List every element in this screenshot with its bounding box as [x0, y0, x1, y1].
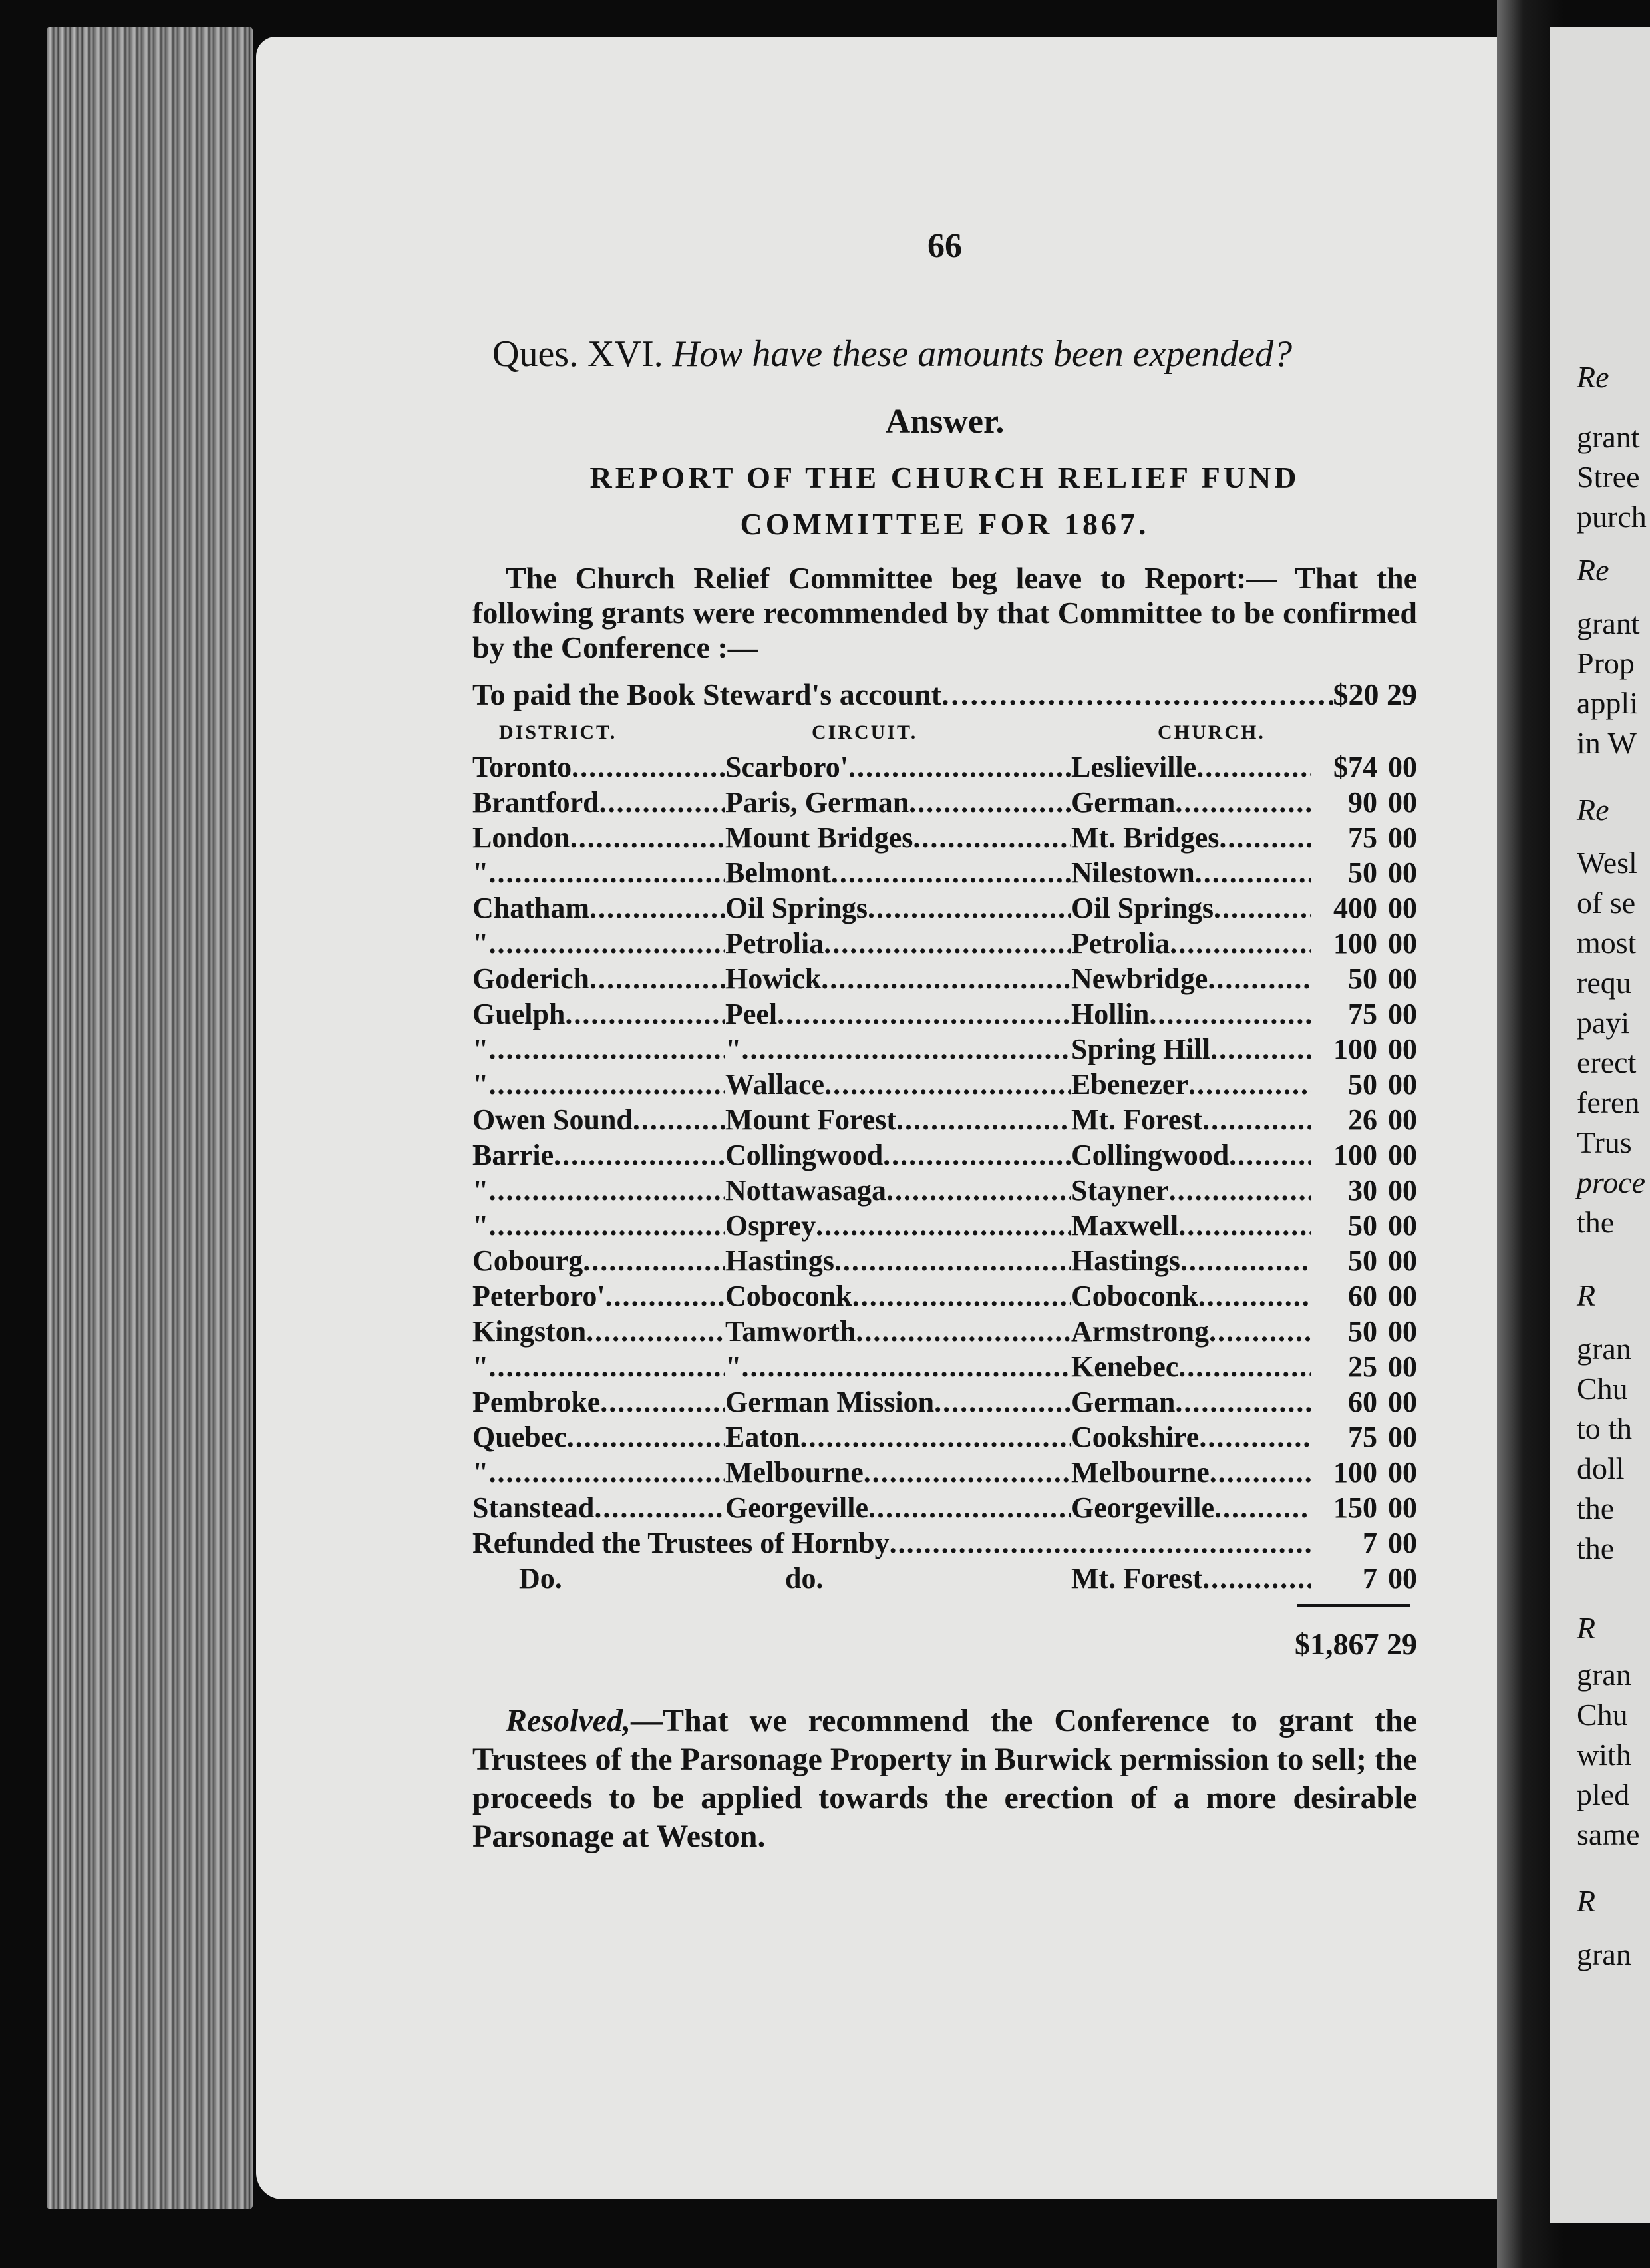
church-cell-text: Mt. Forest: [1071, 1103, 1203, 1136]
district-cell-text: ": [472, 1033, 489, 1065]
next-page-text-fragment: to th: [1577, 1412, 1633, 1445]
circuit-cell-text: Melbourne: [725, 1456, 864, 1489]
next-page-text-fragment: Chu: [1577, 1372, 1628, 1406]
district-cell: [472, 1067, 725, 1102]
next-page-text-fragment: most: [1577, 926, 1637, 960]
amount-cents: 00: [1388, 1244, 1417, 1277]
circuit-cell-text: Howick: [725, 962, 822, 995]
district-cell-text: ": [472, 1068, 489, 1101]
circuit-cell-text: Mount Bridges: [725, 821, 913, 854]
next-page-text-fragment: purch: [1577, 500, 1647, 534]
circuit-cell-text: Nottawasaga: [725, 1174, 886, 1207]
district-cell-text: Barrie: [472, 1139, 554, 1171]
amount-dollars: 30: [1348, 1174, 1377, 1207]
amount-cents: 00: [1388, 1527, 1417, 1559]
next-page-text-fragment: R: [1577, 1278, 1596, 1312]
church-cell: [1071, 1455, 1311, 1490]
grant-row: [472, 785, 1417, 820]
next-page-text-fragment: with: [1577, 1738, 1631, 1772]
amount-cents: 00: [1388, 1033, 1417, 1065]
circuit-cell: [725, 1032, 1071, 1067]
church-cell: [1071, 926, 1311, 961]
grants-table: [472, 719, 1417, 1596]
district-cell: [472, 1490, 725, 1525]
amount-cents: 00: [1388, 1280, 1417, 1312]
circuit-cell-text: Hastings: [725, 1244, 834, 1277]
church-cell-text: Kenebec: [1071, 1350, 1179, 1383]
amount-cents: 00: [1388, 998, 1417, 1030]
resolution-label: Resolved,: [506, 1703, 631, 1738]
district-cell-text: Stanstead: [472, 1491, 595, 1524]
leader-dots: [941, 677, 1333, 712]
amount-dollars: 75: [1348, 821, 1377, 854]
grant-row: [472, 1419, 1417, 1455]
church-cell-text: Petrolia: [1071, 927, 1170, 960]
church-cell-text: Nilestown: [1071, 856, 1195, 889]
next-page-text-fragment: proce: [1577, 1165, 1646, 1199]
district-cell: [472, 1208, 725, 1243]
grant-row: [472, 890, 1417, 926]
circuit-cell: [725, 1243, 1071, 1278]
circuit-cell-text: Belmont: [725, 856, 831, 889]
amount-cents: 00: [1388, 962, 1417, 995]
grant-row: [472, 996, 1417, 1032]
church-cell: [1071, 1243, 1311, 1278]
district-cell: [472, 1102, 725, 1137]
circuit-cell: [725, 926, 1071, 961]
grants-table-header: [472, 719, 1417, 749]
resolution-text: —That we recommend the Conference to grant the Trustees of the Parsonage Property in Burwick permission to sell; the proceeds to be applied towards the erection of a more desirable Parsonage at Weston.: [472, 1703, 1417, 1854]
district-cell-text: Kingston: [472, 1315, 587, 1348]
circuit-cell: [725, 890, 1071, 926]
report-title-line1: REPORT OF THE CHURCH RELIEF FUND: [589, 461, 1300, 494]
church-cell-text: Leslieville: [1071, 751, 1197, 783]
next-page-text-fragment: Re: [1577, 553, 1609, 587]
amount-cell: [1311, 1243, 1417, 1278]
amount-dollars: 50: [1348, 1068, 1377, 1101]
amount-dollars: 50: [1348, 1244, 1377, 1277]
district-cell-text: Brantford: [472, 786, 599, 819]
grant-row: [472, 961, 1417, 996]
amount-cell: [1311, 1067, 1417, 1102]
amount-dollars: 100: [1333, 927, 1377, 960]
circuit-cell-text: Collingwood: [725, 1139, 884, 1171]
district-cell: [472, 785, 725, 820]
next-page-text-fragment: payi: [1577, 1006, 1630, 1040]
church-cell-text: Georgeville: [1071, 1491, 1215, 1524]
amount-dollars: 50: [1348, 1209, 1377, 1242]
amount-dollars: 60: [1348, 1280, 1377, 1312]
district-cell: [472, 855, 725, 890]
next-page-text-fragment: requ: [1577, 966, 1631, 1000]
next-page-text-fragment: R: [1577, 1611, 1596, 1645]
next-page-text-fragment: Prop: [1577, 646, 1635, 680]
circuit-cell: [725, 1102, 1071, 1137]
church-cell: [1071, 785, 1311, 820]
next-page-text-fragment: pled: [1577, 1778, 1630, 1811]
grant-row: [472, 1490, 1417, 1525]
page-number: 66: [927, 227, 962, 265]
amount-cell: [1311, 785, 1417, 820]
amount-cents: 00: [1388, 1491, 1417, 1524]
column-header-church: CHURCH.: [1158, 721, 1265, 743]
next-page-text-fragment: erect: [1577, 1045, 1637, 1079]
church-cell-text: German: [1071, 786, 1176, 819]
circuit-cell-text: do.: [785, 1562, 824, 1595]
amount-cents: 00: [1388, 856, 1417, 889]
church-cell: [1071, 1561, 1311, 1596]
district-cell: [472, 996, 725, 1032]
amount-dollars: 50: [1348, 856, 1377, 889]
circuit-cell-text: Peel: [725, 998, 778, 1030]
circuit-cell-text: Petrolia: [725, 927, 824, 960]
question-label: Ques. XVI.: [492, 333, 663, 375]
district-cell: [472, 1419, 725, 1455]
circuit-cell-text: Wallace: [725, 1068, 825, 1101]
circuit-cell: [725, 1561, 1071, 1596]
circuit-cell-text: Georgeville: [725, 1491, 869, 1524]
report-intro: The Church Relief Committee beg leave to Report:— That the following grants were recommended by that Committee to be confirmed by the Conference :—: [472, 561, 1417, 664]
district-cell: [472, 1349, 725, 1384]
circuit-cell: [725, 749, 1071, 785]
amount-cents: 00: [1388, 1103, 1417, 1136]
district-cell-text: Owen Sound: [472, 1103, 633, 1136]
district-cell: [472, 749, 725, 785]
book-steward-label: To paid the Book Steward's account: [472, 677, 942, 711]
amount-dollars: 100: [1333, 1139, 1377, 1171]
total-rule: [1297, 1604, 1410, 1606]
district-cell-text: Guelph: [472, 998, 566, 1030]
next-page-text-fragment: Re: [1577, 360, 1609, 394]
amount-dollars: 75: [1348, 1421, 1377, 1453]
circuit-cell: [725, 1314, 1071, 1349]
grant-row: [472, 1384, 1417, 1419]
grant-row: [472, 1314, 1417, 1349]
church-cell: [1071, 890, 1311, 926]
district-cell: [472, 1314, 725, 1349]
question-heading: [492, 333, 1417, 375]
church-cell: [1071, 1067, 1311, 1102]
next-page-fragment: [1550, 27, 1650, 2223]
amount-cents: 00: [1388, 892, 1417, 924]
amount-dollars: 50: [1348, 1315, 1377, 1348]
column-header-circuit: CIRCUIT.: [812, 721, 918, 743]
refund-label: Refunded the Trustees of Hornby: [472, 1527, 890, 1559]
district-cell-text: Chatham: [472, 892, 590, 924]
next-page-text-fragment: doll: [1577, 1451, 1625, 1485]
next-page-text-fragment: R: [1577, 1884, 1596, 1918]
grant-row: [472, 1278, 1417, 1314]
district-cell-text: ": [472, 927, 489, 960]
district-cell-text: Toronto: [472, 751, 572, 783]
church-cell-text: Mt. Bridges: [1071, 821, 1220, 854]
amount-dollars: 7: [1363, 1527, 1377, 1559]
amount-cents: 00: [1388, 1209, 1417, 1242]
circuit-cell: [725, 820, 1071, 855]
circuit-cell-text: Oil Springs: [725, 892, 868, 924]
district-cell: [472, 961, 725, 996]
amount-dollars: 60: [1348, 1386, 1377, 1418]
district-cell: [472, 1278, 725, 1314]
amount-cell: [1311, 1525, 1417, 1561]
church-cell-text: Cookshire: [1071, 1421, 1200, 1453]
district-cell-text: ": [472, 1456, 489, 1489]
district-cell: [472, 1243, 725, 1278]
amount-cell: [1311, 749, 1417, 785]
church-cell-text: Hollin: [1071, 998, 1150, 1030]
amount-cell: [1311, 1561, 1417, 1596]
next-page-text-fragment: the: [1577, 1491, 1615, 1525]
district-cell-text: London: [472, 821, 570, 854]
amount-dollars: 150: [1333, 1491, 1377, 1524]
church-cell-text: Collingwood: [1071, 1139, 1230, 1171]
question-text: How have these amounts been expended?: [672, 333, 1293, 375]
circuit-cell: [725, 1173, 1071, 1208]
amount-cell: [1311, 1208, 1417, 1243]
amount-cell: [1311, 1419, 1417, 1455]
district-cell: [472, 890, 725, 926]
amount-cents: 00: [1388, 821, 1417, 854]
next-page-text-fragment: gran: [1577, 1658, 1631, 1692]
district-cell: [472, 1561, 725, 1596]
amount-cell: [1311, 1490, 1417, 1525]
amount-dollars: 100: [1333, 1456, 1377, 1489]
answer-heading: Answer.: [885, 403, 1005, 441]
grants-table-body: [472, 749, 1417, 1596]
church-cell-text: Maxwell: [1071, 1209, 1179, 1242]
church-cell-text: Armstrong: [1071, 1315, 1209, 1348]
district-cell-text: Goderich: [472, 962, 589, 995]
refund-label-cell: [472, 1525, 1311, 1561]
district-cell-text: ": [472, 1174, 489, 1207]
amount-cell: [1311, 1137, 1417, 1173]
district-cell: [472, 1455, 725, 1490]
grant-row: [472, 1455, 1417, 1490]
next-page-text-fragment: Stree: [1577, 460, 1640, 494]
next-page-text-fragment: in W: [1577, 726, 1637, 760]
next-page-text-fragment: Wesl: [1577, 846, 1637, 880]
grant-row: [472, 855, 1417, 890]
amount-cell: [1311, 1384, 1417, 1419]
next-page-text-fragment: the: [1577, 1205, 1615, 1239]
circuit-cell: [725, 785, 1071, 820]
circuit-cell-text: Mount Forest: [725, 1103, 897, 1136]
amount-cell: [1311, 1314, 1417, 1349]
refund-row: [472, 1561, 1417, 1596]
circuit-cell-text: German Mission: [725, 1386, 935, 1418]
circuit-cell: [725, 1137, 1071, 1173]
church-cell-text: Spring Hill: [1071, 1033, 1211, 1065]
circuit-cell-text: Scarboro': [725, 751, 848, 783]
amount-cents: 00: [1388, 927, 1417, 960]
grant-row: [472, 926, 1417, 961]
amount-dollars: 7: [1363, 1562, 1377, 1595]
amount-cell: [1311, 855, 1417, 890]
church-cell: [1071, 1419, 1311, 1455]
circuit-cell: [725, 961, 1071, 996]
grand-total: $1,867 29: [1295, 1627, 1417, 1661]
district-cell: [472, 926, 725, 961]
circuit-cell: [725, 1278, 1071, 1314]
amount-dollars: 90: [1348, 786, 1377, 819]
circuit-cell-text: Coboconk: [725, 1280, 852, 1312]
circuit-cell: [725, 1419, 1071, 1455]
grant-row: [472, 1243, 1417, 1278]
amount-cell: [1311, 1349, 1417, 1384]
church-cell: [1071, 855, 1311, 890]
amount-dollars: 400: [1333, 892, 1377, 924]
amount-cell: [1311, 820, 1417, 855]
church-cell: [1071, 1208, 1311, 1243]
circuit-cell: [725, 855, 1071, 890]
report-title-line2: COMMITTEE FOR 1867.: [740, 507, 1150, 541]
church-cell-text: Hastings: [1071, 1244, 1180, 1277]
next-page-text-fragment: gran: [1577, 1332, 1631, 1366]
column-header-district: DISTRICT.: [499, 721, 617, 743]
district-cell-text: ": [472, 1209, 489, 1242]
next-page-text-fragment: feren: [1577, 1085, 1640, 1119]
church-cell: [1071, 1278, 1311, 1314]
amount-cell: [1311, 1278, 1417, 1314]
next-page-text-fragment: Re: [1577, 793, 1609, 827]
amount-cents: 00: [1388, 1386, 1417, 1418]
amount-cell: [1311, 926, 1417, 961]
grant-row: [472, 1137, 1417, 1173]
church-cell-text: Mt. Forest: [1071, 1562, 1203, 1595]
circuit-cell: [725, 1208, 1071, 1243]
district-cell-text: Pembroke: [472, 1386, 601, 1418]
church-cell-text: Coboconk: [1071, 1280, 1198, 1312]
church-cell-text: German: [1071, 1386, 1176, 1418]
amount-dollars: 25: [1348, 1350, 1377, 1383]
church-cell: [1071, 749, 1311, 785]
grant-row: [472, 820, 1417, 855]
district-cell-text: Do.: [519, 1562, 562, 1595]
grant-row: [472, 1067, 1417, 1102]
church-cell: [1071, 1349, 1311, 1384]
district-cell: [472, 1384, 725, 1419]
grant-row: [472, 1102, 1417, 1137]
church-cell: [1071, 1490, 1311, 1525]
book-steward-line: [472, 677, 1417, 712]
amount-cents: 00: [1388, 1562, 1417, 1595]
next-page-text-fragment: Chu: [1577, 1698, 1628, 1732]
church-cell-text: Oil Springs: [1071, 892, 1214, 924]
amount-cents: 00: [1388, 1421, 1417, 1453]
next-page-text-fragment: grant: [1577, 420, 1640, 454]
book-page-edges: [47, 27, 253, 2209]
grant-row: [472, 1208, 1417, 1243]
next-page-text-fragment: appli: [1577, 686, 1638, 720]
district-cell: [472, 1137, 725, 1173]
church-cell: [1071, 1137, 1311, 1173]
grant-row: [472, 1349, 1417, 1384]
district-cell: [472, 1032, 725, 1067]
church-cell: [1071, 820, 1311, 855]
amount-dollars: 75: [1348, 998, 1377, 1030]
circuit-cell: [725, 1067, 1071, 1102]
amount-dollars: $74: [1333, 751, 1377, 783]
circuit-cell-text: ": [725, 1033, 742, 1065]
church-cell-text: Melbourne: [1071, 1456, 1210, 1489]
next-page-text-fragment: of se: [1577, 886, 1636, 920]
district-cell: [472, 820, 725, 855]
book-steward-amount: $20 29: [1333, 677, 1417, 711]
next-page-text-fragment: gran: [1577, 1937, 1631, 1971]
church-cell: [1071, 1032, 1311, 1067]
grant-row: [472, 1173, 1417, 1208]
amount-cell: [1311, 1455, 1417, 1490]
church-cell: [1071, 961, 1311, 996]
district-cell-text: Peterboro': [472, 1280, 605, 1312]
next-page-text-fragment: same: [1577, 1817, 1640, 1851]
circuit-cell-text: ": [725, 1350, 742, 1383]
church-cell: [1071, 996, 1311, 1032]
amount-cents: 00: [1388, 1456, 1417, 1489]
church-cell: [1071, 1102, 1311, 1137]
circuit-cell: [725, 1490, 1071, 1525]
district-cell-text: Quebec: [472, 1421, 567, 1453]
church-cell: [1071, 1384, 1311, 1419]
amount-cents: 00: [1388, 786, 1417, 819]
refund-row: [472, 1525, 1417, 1561]
amount-dollars: 100: [1333, 1033, 1377, 1065]
amount-cell: [1311, 1102, 1417, 1137]
church-cell: [1071, 1314, 1311, 1349]
amount-cents: 00: [1388, 1315, 1417, 1348]
next-page-text-fragment: Trus: [1577, 1125, 1632, 1159]
amount-cell: [1311, 996, 1417, 1032]
next-page-text-fragment: grant: [1577, 606, 1640, 640]
next-page-text-fragment: the: [1577, 1531, 1615, 1565]
circuit-cell-text: Osprey: [725, 1209, 816, 1242]
circuit-cell: [725, 996, 1071, 1032]
grant-row: [472, 1032, 1417, 1067]
report-title: [472, 455, 1417, 548]
amount-cents: 00: [1388, 751, 1417, 783]
amount-cell: [1311, 961, 1417, 996]
amount-cell: [1311, 890, 1417, 926]
circuit-cell: [725, 1384, 1071, 1419]
church-cell-text: Newbridge: [1071, 962, 1208, 995]
circuit-cell: [725, 1455, 1071, 1490]
church-cell: [1071, 1173, 1311, 1208]
district-cell-text: Cobourg: [472, 1244, 583, 1277]
amount-cell: [1311, 1032, 1417, 1067]
amount-cell: [1311, 1173, 1417, 1208]
circuit-cell-text: Eaton: [725, 1421, 800, 1453]
amount-dollars: 26: [1348, 1103, 1377, 1136]
amount-cents: 00: [1388, 1068, 1417, 1101]
grant-row: [472, 749, 1417, 785]
circuit-cell: [725, 1349, 1071, 1384]
circuit-cell-text: Tamworth: [725, 1315, 856, 1348]
amount-cents: 00: [1388, 1139, 1417, 1171]
church-cell-text: Ebenezer: [1071, 1068, 1188, 1101]
district-cell-text: ": [472, 856, 489, 889]
amount-dollars: 50: [1348, 962, 1377, 995]
resolution-paragraph: [472, 1702, 1417, 1856]
circuit-cell-text: Paris, German: [725, 786, 909, 819]
page-content: [472, 226, 1417, 1856]
district-cell-text: ": [472, 1350, 489, 1383]
amount-cents: 00: [1388, 1174, 1417, 1207]
church-cell-text: Stayner: [1071, 1174, 1169, 1207]
district-cell: [472, 1173, 725, 1208]
amount-cents: 00: [1388, 1350, 1417, 1383]
